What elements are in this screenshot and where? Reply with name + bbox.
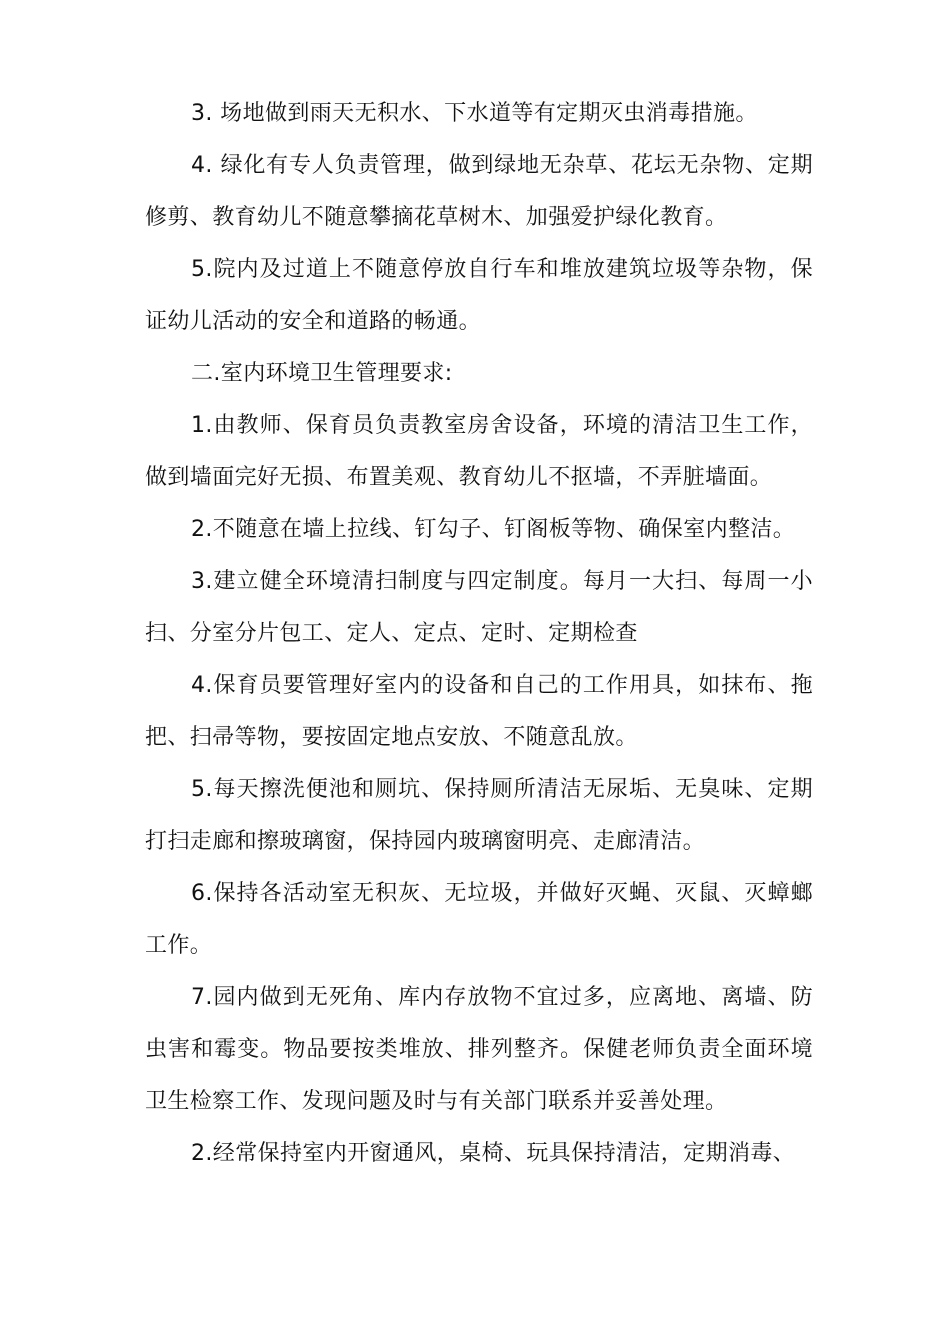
paragraph-9: 5.每天擦洗便池和厕坑、保持厕所清洁无尿垢、无臭味、定期打扫走廊和擦玻璃窗，保持园内玻璃窗明亮、走廊清洁。: [145, 777, 813, 854]
document-body: [145, 88, 813, 1180]
paragraph-12: 2.经常保持室内开窗通风，桌椅、玩具保持清洁，定期消毒、: [191, 1141, 796, 1166]
paragraph-10: 6.保持各活动室无积灰、无垃圾，并做好灭蝇、灭鼠、灭蟑螂工作。: [145, 881, 813, 958]
section-heading-indoor: 二.室内环境卫生管理要求:: [191, 361, 453, 386]
paragraph-2: 4. 绿化有专人负责管理，做到绿地无杂草、花坛无杂物、定期修剪、教育幼儿不随意攀摘花草树木、加强爱护绿化教育。: [145, 153, 813, 230]
paragraph-6: 2.不随意在墙上拉线、钉勾子、钉阁板等物、确保室内整洁。: [191, 517, 796, 542]
paragraph-8: 4.保育员要管理好室内的设备和自己的工作用具，如抹布、拖把、扫帚等物，要按固定地点安放、不随意乱放。: [145, 673, 813, 750]
paragraph-11: 7.园内做到无死角、库内存放物不宜过多，应离地、离墙、防虫害和霉变。物品要按类堆放、排列整齐。保健老师负责全面环境卫生检察工作、发现问题及时与有关部门联系并妥善处理。: [145, 985, 813, 1114]
paragraph-5: 1.由教师、保育员负责教室房舍设备，环境的清洁卫生工作，做到墙面完好无损、布置美观、教育幼儿不抠墙，不弄脏墙面。: [145, 413, 813, 490]
paragraph-3: 5.院内及过道上不随意停放自行车和堆放建筑垃圾等杂物，保证幼儿活动的安全和道路的畅通。: [145, 257, 813, 334]
paragraph-1: 3. 场地做到雨天无积水、下水道等有定期灭虫消毒措施。: [191, 101, 758, 126]
paragraph-7: 3.建立健全环境清扫制度与四定制度。每月一大扫、每周一小扫、分室分片包工、定人、定点、定时、定期检查: [145, 569, 813, 646]
